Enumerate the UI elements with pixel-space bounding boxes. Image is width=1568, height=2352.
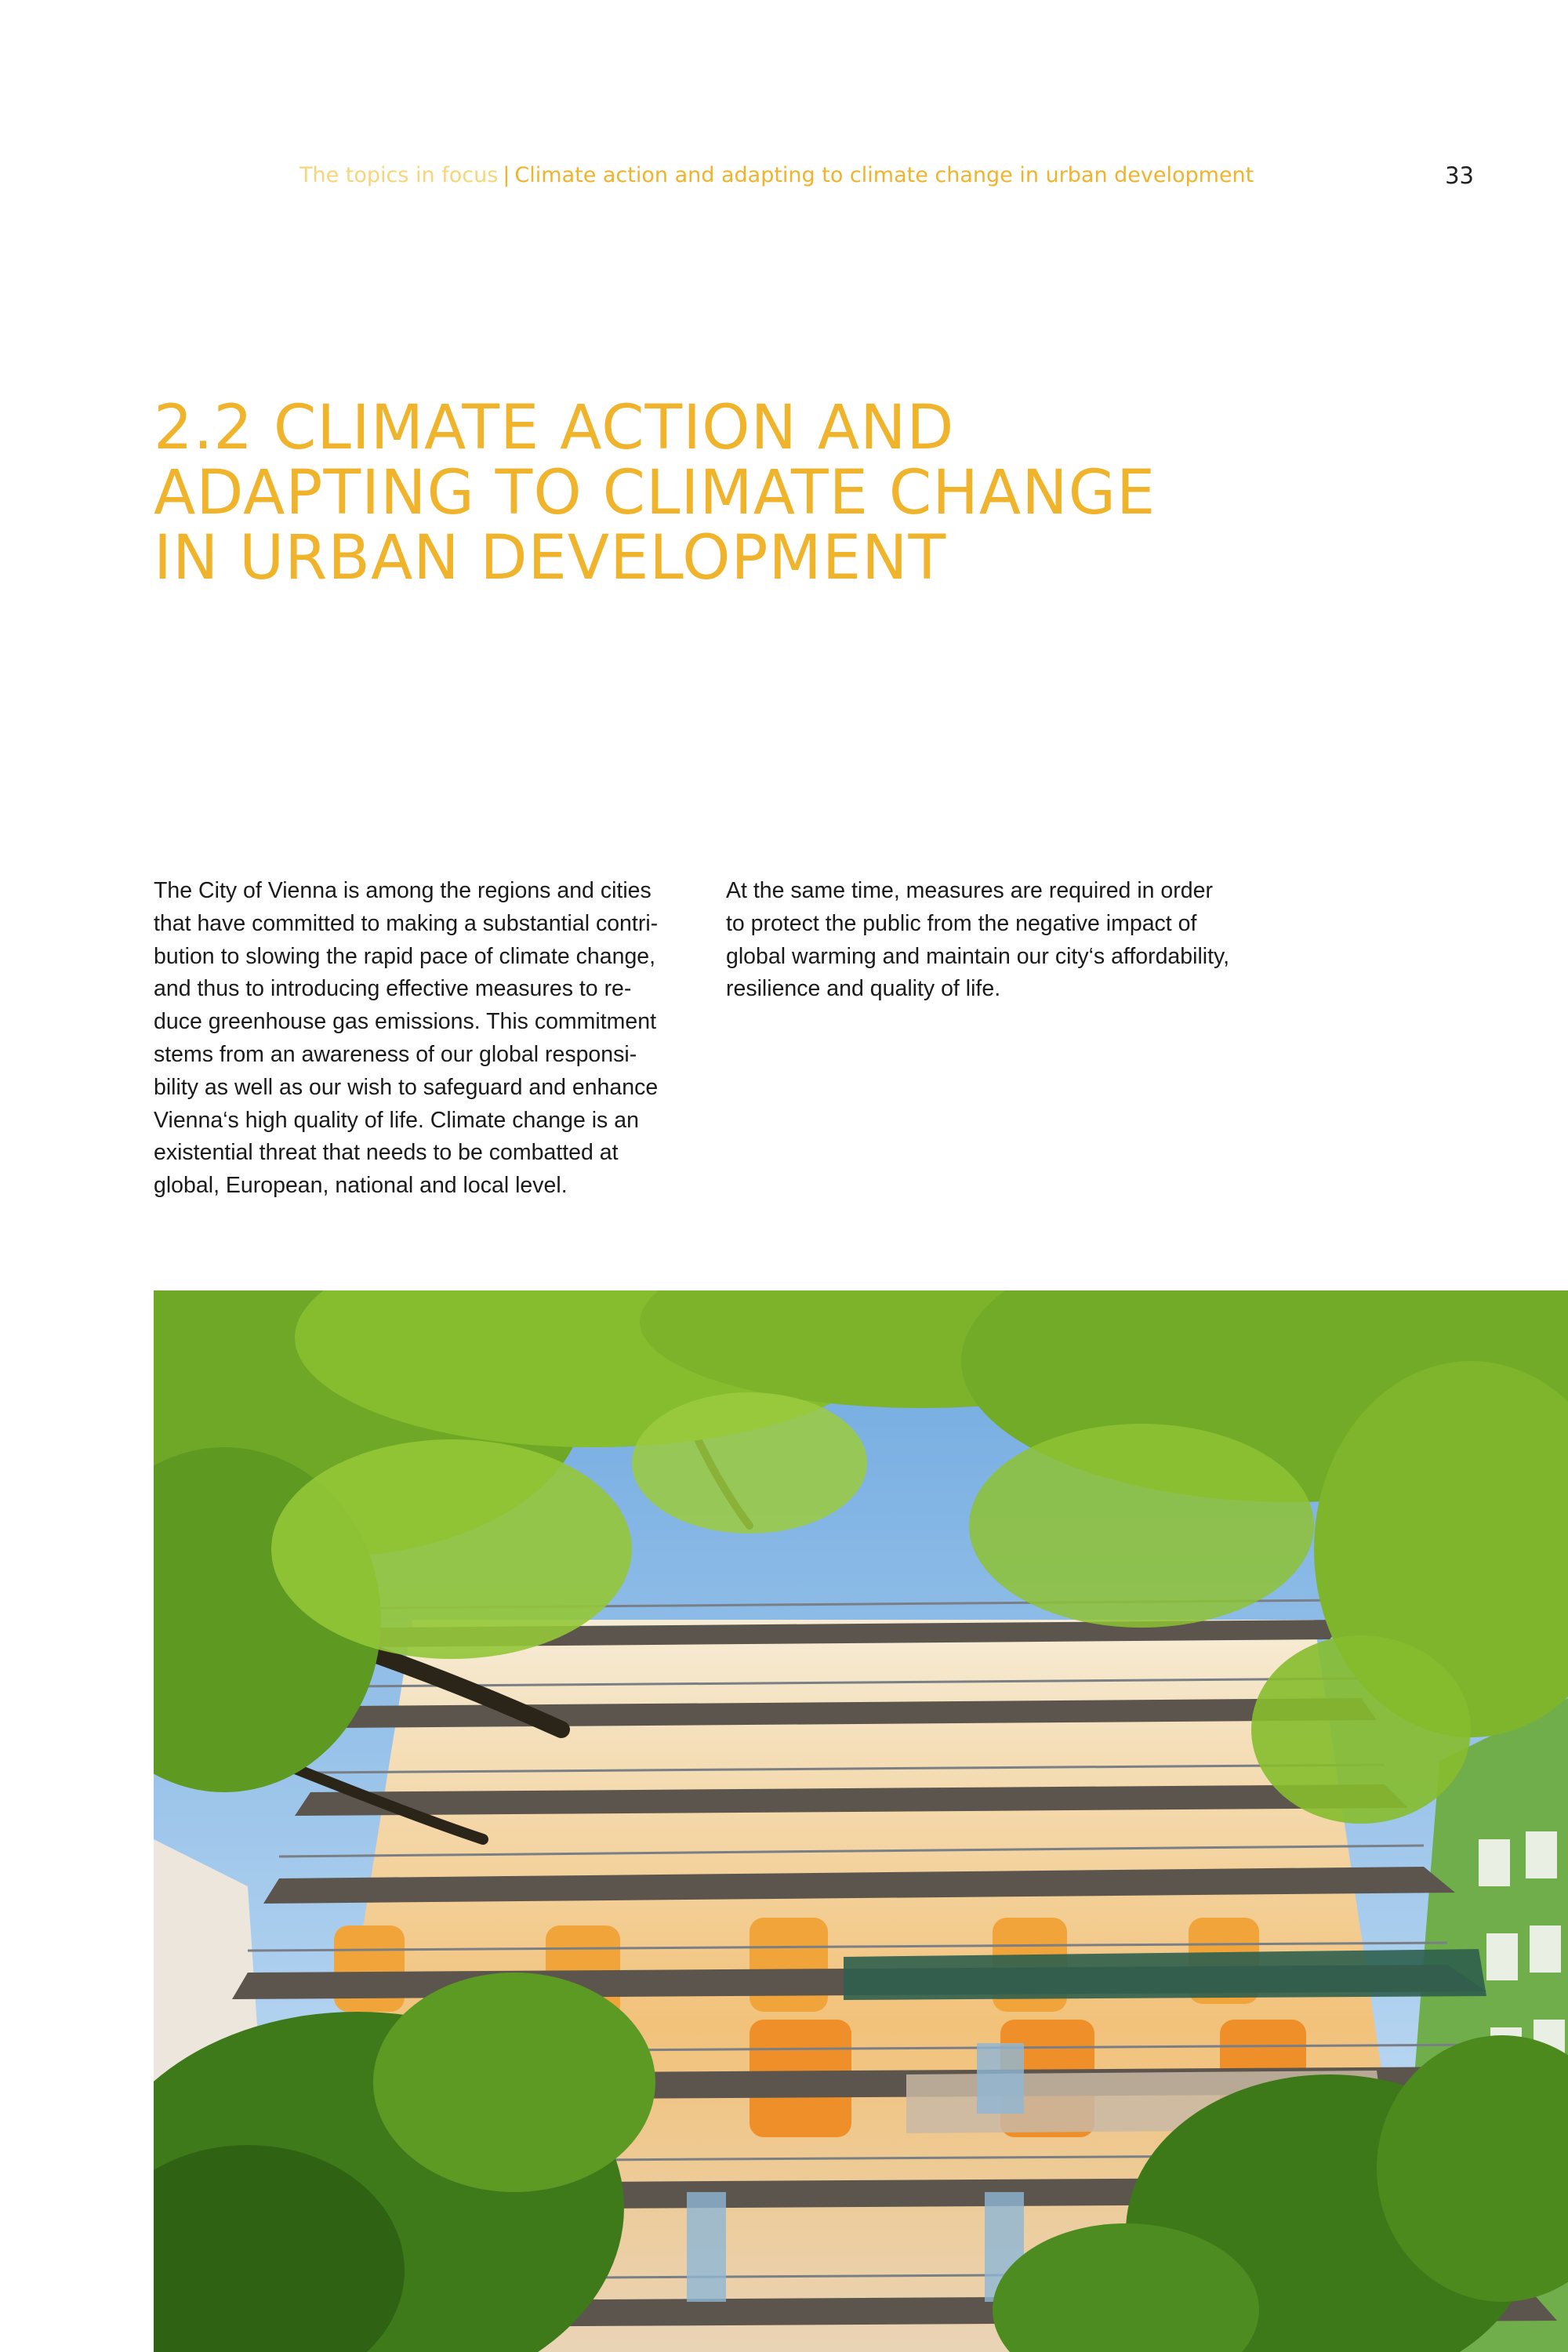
- body-line: global, European, national and local level.: [154, 1173, 568, 1199]
- body-line: duce greenhouse gas emissions. This commitment: [154, 1009, 657, 1035]
- page-number: 33: [1445, 162, 1474, 189]
- header-separator: |: [503, 163, 510, 187]
- chapter-title-line: IN URBAN DEVELOPMENT: [154, 523, 947, 593]
- body-line: existential threat that needs to be combatted at: [154, 1140, 619, 1166]
- header-chapter-label: Climate action and adapting to climate change in urban development: [514, 163, 1254, 187]
- header-section-label: The topics in focus: [299, 163, 499, 187]
- chapter-title-line: 2.2 CLIMATE ACTION AND: [154, 393, 955, 463]
- body-line: The City of Vienna is among the regions and cities: [154, 878, 652, 903]
- chapter-title: [154, 393, 1330, 593]
- body-line: resilience and quality of life.: [726, 976, 1001, 1002]
- body-line: that have committed to making a substantial contri-: [154, 910, 659, 936]
- body-text-right-column: [726, 875, 1267, 1006]
- body-line: At the same time, measures are required in order: [726, 878, 1213, 903]
- chapter-title-line: ADAPTING TO CLIMATE CHANGE: [154, 458, 1156, 528]
- body-line: Vienna‘s high quality of life. Climate change is an: [154, 1107, 639, 1133]
- body-line: and thus to introducing effective measures to re-: [154, 976, 632, 1002]
- body-line: global warming and maintain our city‘s affordability,: [726, 943, 1230, 969]
- body-line: stems from an awareness of our global responsi-: [154, 1041, 637, 1067]
- body-line: bility as well as our wish to safeguard and enhance: [154, 1074, 659, 1100]
- green-railing: [844, 1949, 1486, 2000]
- body-text-left-column: [154, 875, 695, 1203]
- body-line: to protect the public from the negative impact of: [726, 910, 1197, 936]
- building-photo-illustration: [154, 1290, 1568, 2352]
- running-header: [299, 160, 1254, 191]
- building-photo: [154, 1290, 1568, 2352]
- body-line: bution to slowing the rapid pace of climate change,: [154, 943, 656, 969]
